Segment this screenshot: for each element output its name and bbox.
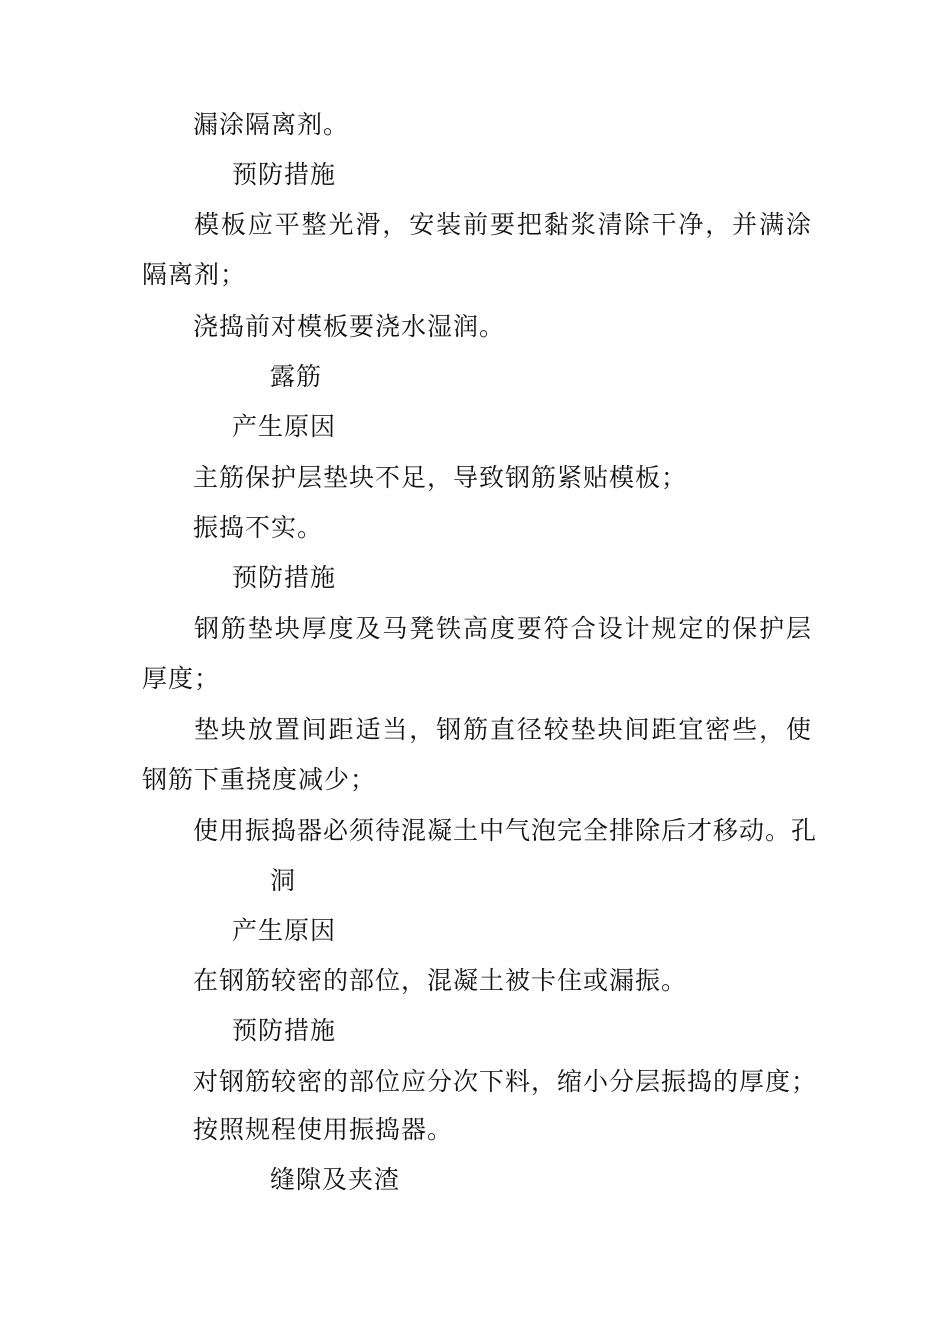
section-heading: 预防措施 — [232, 1016, 337, 1045]
text-line: 振捣不实。 — [193, 513, 324, 542]
section-title: 露筋 — [270, 362, 323, 391]
section-heading: 预防措施 — [232, 563, 337, 592]
text-line: 漏涂隔离剂。 — [193, 110, 350, 139]
text-line: 主筋保护层垫块不足，导致钢筋紧贴模板； — [193, 463, 688, 492]
section-heading: 预防措施 — [232, 160, 337, 189]
text-line: 按照规程使用振捣器。 — [193, 1115, 454, 1144]
paragraph: 模板应平整光滑，安装前要把黏浆清除干净，并满涂隔离剂； — [142, 210, 812, 289]
paragraph: 垫块放置间距适当，钢筋直径较垫块间距宜密些，使钢筋下重挠度减少； — [142, 715, 812, 794]
text-line: 对钢筋较密的部位应分次下料，缩小分层振捣的厚度； — [193, 1067, 818, 1096]
paragraph: 钢筋垫块厚度及马凳铁高度要符合设计规定的保护层厚度； — [142, 614, 812, 693]
text-line: 浇捣前对模板要浇水湿润。 — [193, 312, 506, 341]
section-title: 洞 — [270, 866, 297, 895]
text-line: 使用振捣器必须待混凝土中气泡完全排除后才移动。孔 — [193, 816, 818, 845]
section-heading: 产生原因 — [232, 916, 337, 945]
section-title: 缝隙及夹渣 — [270, 1165, 401, 1194]
text-line: 在钢筋较密的部位，混凝土被卡住或漏振。 — [193, 966, 688, 995]
section-heading: 产生原因 — [232, 412, 337, 441]
